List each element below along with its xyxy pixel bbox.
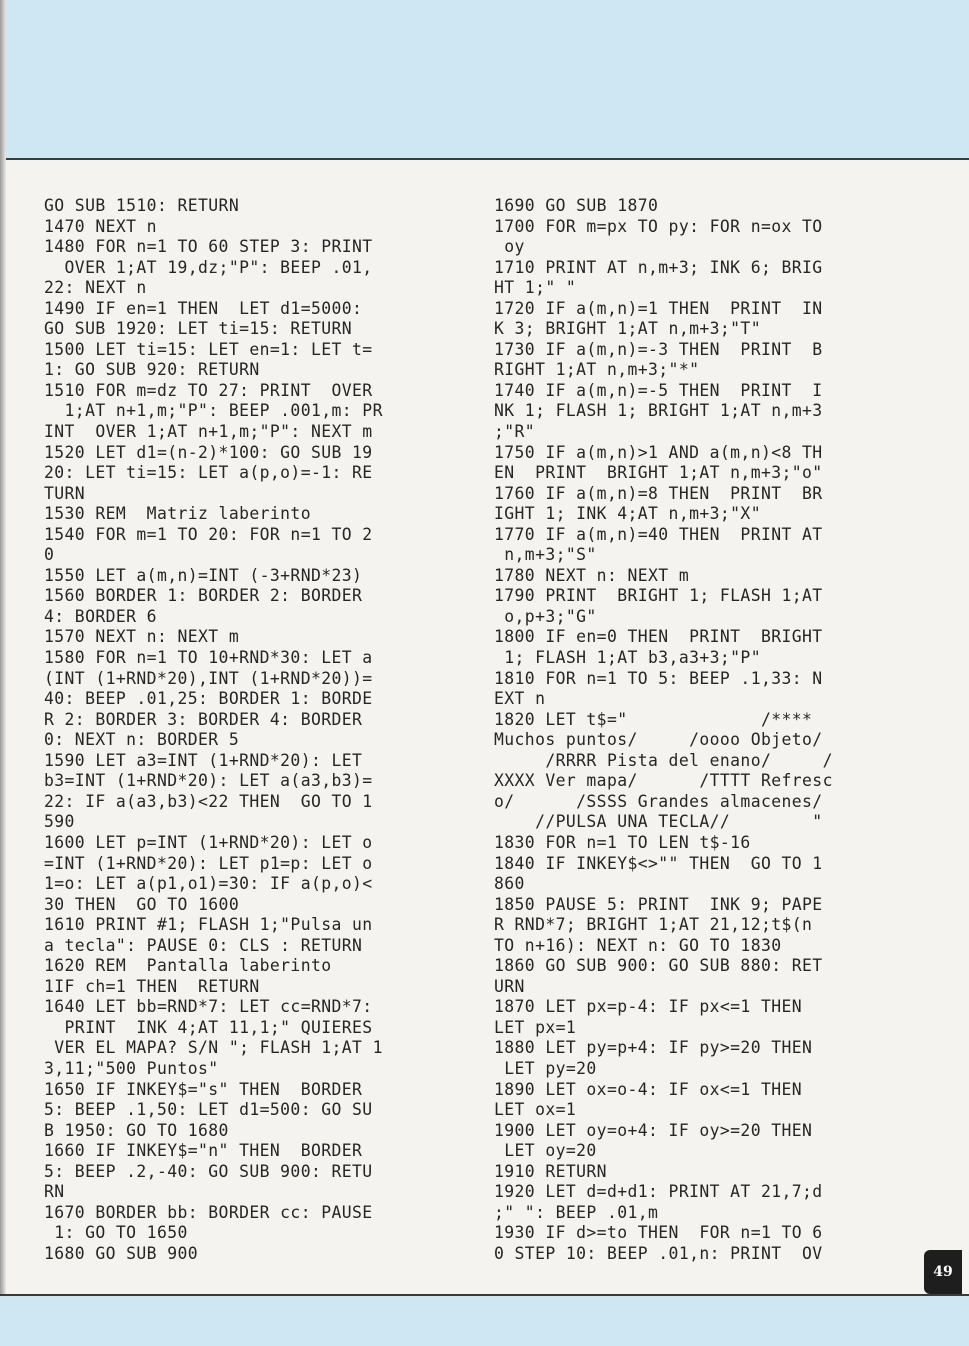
top-color-band [0,0,969,160]
code-line: LET ox=1 [494,1100,577,1120]
code-line: o/ /SSSS Grandes almacenes/ [494,791,823,811]
code-line: b3=INT (1+RND*20): LET a(a3,b3)= [44,771,373,791]
bottom-color-band [0,1294,969,1346]
code-line: 1760 IF a(m,n)=8 THEN PRINT BR [494,483,823,503]
code-line: HT 1;" " [494,278,577,298]
code-line: 1700 FOR m=px TO py: FOR n=ox TO [494,216,823,236]
page-number-tab [924,1250,962,1294]
code-line: VER EL MAPA? S/N "; FLASH 1;AT 1 [44,1038,383,1058]
code-line: 1570 NEXT n: NEXT m [44,627,240,647]
code-line: 1710 PRINT AT n,m+3; INK 6; BRIG [494,257,823,277]
code-line: 1470 NEXT n [44,216,157,236]
code-line: 1660 IF INKEY$="n" THEN BORDER [44,1141,363,1161]
code-line: oy [494,237,525,257]
code-line: INT OVER 1;AT n+1,m;"P": NEXT m [44,422,373,442]
code-line: 1620 REM Pantalla laberinto [44,956,332,976]
code-line: 1690 GO SUB 1870 [494,196,659,215]
code-line: 1890 LET ox=o-4: IF ox<=1 THEN [494,1079,803,1099]
code-line: 1770 IF a(m,n)=40 THEN PRINT AT [494,524,823,544]
code-line: URN [494,976,525,996]
code-line: 1850 PAUSE 5: PRINT INK 9; PAPE [494,894,823,914]
code-line: /RRRR Pista del enano/ / [494,750,833,770]
code-line: 22: NEXT n [44,278,147,298]
code-line: 1520 LET d1=(n-2)*100: GO SUB 19 [44,442,373,462]
code-line: 1730 IF a(m,n)=-3 THEN PRINT B [494,339,823,359]
code-line: 5: BEEP .2,-40: GO SUB 900: RETU [44,1161,373,1181]
code-line: o,p+3;"G" [494,606,597,626]
code-line: LET py=20 [494,1058,597,1078]
code-line: 1=o: LET a(p1,o1)=30: IF a(p,o)< [44,874,373,894]
code-line: 1610 PRINT #1; FLASH 1;"Pulsa un [44,915,373,935]
code-line: 1480 FOR n=1 TO 60 STEP 3: PRINT [44,237,373,257]
code-line: XXXX Ver mapa/ /TTTT Refresc [494,771,833,791]
code-line: 1820 LET t$=" /**** [494,709,813,729]
code-line: NK 1; FLASH 1; BRIGHT 1;AT n,m+3 [494,401,823,421]
code-line: 1780 NEXT n: NEXT m [494,565,690,585]
code-line: ;"R" [494,422,536,442]
code-line: n,m+3;"S" [494,545,597,565]
code-line: Muchos puntos/ /oooo Objeto/ [494,730,823,750]
code-line: 1; FLASH 1;AT b3,a3+3;"P" [494,648,761,668]
code-line: 1900 LET oy=o+4: IF oy>=20 THEN [494,1120,813,1140]
code-line: 5: BEEP .1,50: LET d1=500: GO SU [44,1100,373,1120]
code-line: 1: GO TO 1650 [44,1223,188,1243]
code-line: =INT (1+RND*20): LET p1=p: LET o [44,853,373,873]
code-line: //PULSA UNA TECLA// " [494,812,823,832]
code-line: 1560 BORDER 1: BORDER 2: BORDER [44,586,363,606]
code-line: 1840 IF INKEY$<>"" THEN GO TO 1 [494,853,823,873]
code-line: 1500 LET ti=15: LET en=1: LET t= [44,339,373,359]
code-line: GO SUB 1510: RETURN [44,196,240,215]
code-line: 22: IF a(a3,b3)<22 THEN GO TO 1 [44,791,373,811]
code-line: 1860 GO SUB 900: GO SUB 880: RET [494,956,823,976]
code-line: GO SUB 1920: LET ti=15: RETURN [44,319,353,339]
code-line: 1680 GO SUB 900 [44,1243,199,1263]
code-line: a tecla": PAUSE 0: CLS : RETURN [44,935,363,955]
code-line: 0 STEP 10: BEEP .01,n: PRINT OV [494,1243,823,1263]
code-line: 1740 IF a(m,n)=-5 THEN PRINT I [494,380,823,400]
code-line: ;" ": BEEP .01,m [494,1202,659,1222]
code-line: (INT (1+RND*20),INT (1+RND*20))= [44,668,373,688]
code-line: 30 THEN GO TO 1600 [44,894,240,914]
code-line: 1800 IF en=0 THEN PRINT BRIGHT [494,627,823,647]
code-line: RIGHT 1;AT n,m+3;"*" [494,360,700,380]
code-line: 1920 LET d=d+d1: PRINT AT 21,7;d [494,1182,823,1202]
code-line: RN [44,1182,65,1202]
code-line: B 1950: GO TO 1680 [44,1120,229,1140]
code-line: 0 [44,545,55,565]
code-line: 1;AT n+1,m;"P": BEEP .001,m: PR [44,401,383,421]
code-line: R 2: BORDER 3: BORDER 4: BORDER [44,709,363,729]
code-line: 590 [44,812,75,832]
code-line: 1510 FOR m=dz TO 27: PRINT OVER [44,380,373,400]
code-line: 4: BORDER 6 [44,606,157,626]
code-line: 1930 IF d>=to THEN FOR n=1 TO 6 [494,1223,823,1243]
code-line: 1880 LET py=p+4: IF py>=20 THEN [494,1038,813,1058]
code-line: PRINT INK 4;AT 11,1;" QUIERES [44,1017,373,1037]
code-line: 1580 FOR n=1 TO 10+RND*30: LET a [44,648,373,668]
code-line: 1910 RETURN [494,1161,607,1181]
code-line: 1530 REM Matriz laberinto [44,504,311,524]
code-line: EN PRINT BRIGHT 1;AT n,m+3;"o" [494,463,823,483]
code-line: 1670 BORDER bb: BORDER cc: PAUSE [44,1202,373,1222]
code-line: 1640 LET bb=RND*7: LET cc=RND*7: [44,997,373,1017]
page-number: 49 [933,1264,953,1280]
code-line: 1810 FOR n=1 TO 5: BEEP .1,33: N [494,668,823,688]
code-line: LET oy=20 [494,1141,597,1161]
page-spine-shadow [0,0,6,1344]
code-line: 1IF ch=1 THEN RETURN [44,976,260,996]
code-line: 1550 LET a(m,n)=INT (-3+RND*23) [44,565,363,585]
code-line: K 3; BRIGHT 1;AT n,m+3;"T" [494,319,761,339]
code-line: 1650 IF INKEY$="s" THEN BORDER [44,1079,363,1099]
code-line: 860 [494,874,525,894]
code-line: R RND*7; BRIGHT 1;AT 21,12;t$(n [494,915,813,935]
code-line: 1750 IF a(m,n)>1 AND a(m,n)<8 TH [494,442,823,462]
code-line: IGHT 1; INK 4;AT n,m+3;"X" [494,504,761,524]
code-line: 3,11;"500 Puntos" [44,1058,219,1078]
code-line: 1720 IF a(m,n)=1 THEN PRINT IN [494,298,823,318]
code-line: EXT n [494,689,546,709]
code-line: 1870 LET px=p-4: IF px<=1 THEN [494,997,803,1017]
code-line: 1: GO SUB 920: RETURN [44,360,260,380]
code-line: 1600 LET p=INT (1+RND*20): LET o [44,832,373,852]
code-line: LET px=1 [494,1017,577,1037]
code-line: 1490 IF en=1 THEN LET d1=5000: [44,298,363,318]
code-line: TURN [44,483,86,503]
code-line: 1830 FOR n=1 TO LEN t$-16 [494,832,751,852]
code-line: TO n+16): NEXT n: GO TO 1830 [494,935,782,955]
code-line: 1590 LET a3=INT (1+RND*20): LET [44,750,363,770]
code-line: 20: LET ti=15: LET a(p,o)=-1: RE [44,463,373,483]
code-line: 1540 FOR m=1 TO 20: FOR n=1 TO 2 [44,524,373,544]
code-line: 0: NEXT n: BORDER 5 [44,730,240,750]
listing-column-right [494,196,914,1264]
code-line: 1790 PRINT BRIGHT 1; FLASH 1;AT [494,586,823,606]
code-line: OVER 1;AT 19,dz;"P": BEEP .01, [44,257,373,277]
listing-column-left [44,196,454,1264]
code-line: 40: BEEP .01,25: BORDER 1: BORDE [44,689,373,709]
